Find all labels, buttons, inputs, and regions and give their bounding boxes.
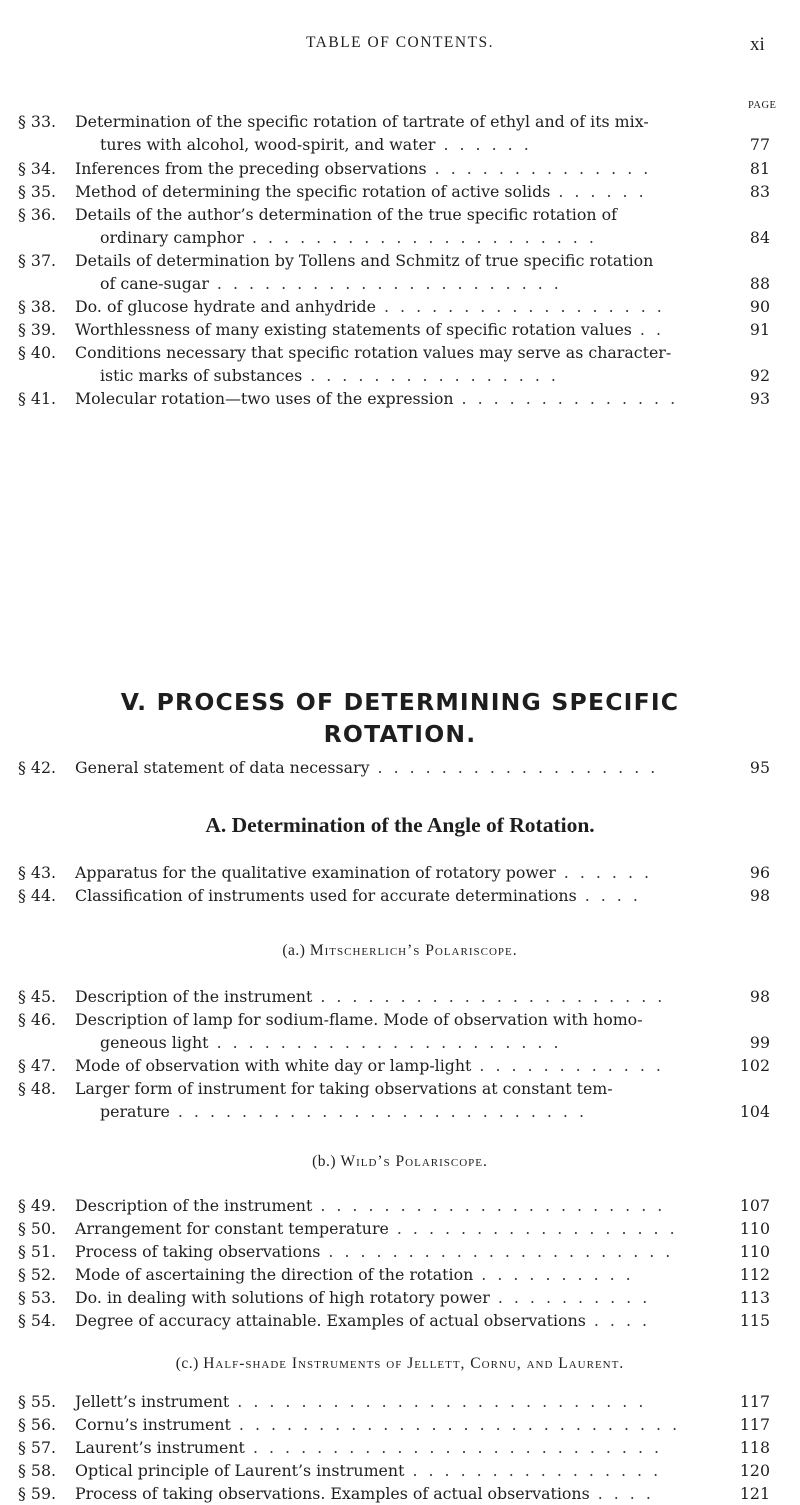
entry-title-text: Conditions necessary that specific rotation values may serve as character- (75, 343, 672, 362)
page-ref: 99 (749, 1033, 770, 1052)
entry-title (75, 1077, 613, 1100)
entry-title-text: Degree of accuracy attainable. Examples of actual observations (75, 1311, 586, 1330)
dot-leader: . . . . . . . . . . . . . . (426, 159, 652, 178)
entry-title-text: Laurent’s instrument (75, 1438, 245, 1457)
section-number: § 41. (18, 389, 57, 408)
entry-title-text: Details of determination by Tollens and Schmitz of true specific rotation (75, 251, 654, 270)
section-a-heading: A. Determination of the Angle of Rotation. (205, 813, 595, 837)
entry-title-continued-text: ordinary camphor (100, 228, 244, 247)
entry-title (75, 1217, 678, 1240)
entry-title (75, 1240, 673, 1263)
entry-title (75, 1413, 680, 1436)
entry-title-text: Mode of observation with white day or lamp-light (75, 1056, 472, 1075)
dot-leader: . . . . . . . . . . . . . . . . (404, 1461, 662, 1480)
entry-title-text: Inferences from the preceding observations (75, 159, 427, 178)
entry-title (75, 884, 641, 907)
section-number: § 40. (18, 343, 57, 362)
dot-leader: . . . . . . . . . . . . . . . . . . (388, 1219, 678, 1238)
entry-title-continued-text: of cane-sugar (100, 274, 209, 293)
page-ref: 121 (739, 1484, 770, 1503)
entry-title-text: Worthlessness of many existing statements of specific rotation values (75, 320, 632, 339)
section-number: § 53. (18, 1288, 57, 1307)
entry-title-text: Optical principle of Laurent’s instrument (75, 1461, 405, 1480)
entry-title-continued (100, 1031, 562, 1054)
section-number: § 51. (18, 1242, 57, 1261)
dot-leader: . . . . (585, 1311, 651, 1330)
entry-title-text: Process of taking observations (75, 1242, 321, 1261)
subsection-c-heading (0, 1355, 800, 1373)
entry-title (75, 180, 647, 203)
section-number: § 43. (18, 863, 57, 882)
entry-title-text: Cornu’s instrument (75, 1415, 231, 1434)
dot-leader: . . . . . . . . . . . . . . . . . . . . . . . . . . . . (230, 1415, 681, 1434)
page-ref: 115 (739, 1311, 770, 1330)
dot-leader: . . (631, 320, 664, 339)
page-ref: 84 (749, 228, 770, 247)
entry-title (75, 1194, 665, 1217)
entry-title-text: Description of the instrument (75, 987, 313, 1006)
dot-leader: . . . . . . . . . . . . . . . . . . . . . . (312, 1196, 666, 1215)
entry-title (75, 1263, 634, 1286)
page-ref: 117 (739, 1392, 770, 1411)
section-number: § 35. (18, 182, 57, 201)
entry-title (75, 387, 678, 410)
section-number: § 46. (18, 1010, 57, 1029)
dot-leader: . . . . . . (435, 135, 532, 154)
section-number: § 48. (18, 1079, 57, 1098)
entry-title-text: Determination of the specific rotation of tartrate of ethyl and of its mix- (75, 112, 649, 131)
section-number: § 39. (18, 320, 57, 339)
section-number: § 57. (18, 1438, 57, 1457)
entry-title-continued (100, 1100, 587, 1123)
dot-leader: . . . . . . . . . . . . (471, 1056, 664, 1075)
dot-leader: . . . . . . . . . . . . . . . . . . . . . . . . . . (229, 1392, 647, 1411)
entry-title (75, 341, 671, 364)
entry-title (75, 1309, 650, 1332)
page-ref: 98 (749, 886, 770, 905)
dot-leader: . . . . . . . . . . (489, 1288, 651, 1307)
entry-title-text: Description of the instrument (75, 1196, 313, 1215)
section-number: § 38. (18, 297, 57, 316)
entry-title (75, 249, 653, 272)
entry-title-continued (100, 133, 532, 156)
subsection-a-prefix: (a.) (282, 942, 310, 959)
dot-leader: . . . . (576, 886, 641, 905)
dot-leader: . . . . . . . . . . . . . . (453, 389, 679, 408)
page-ref: 93 (749, 389, 770, 408)
page-ref: 118 (739, 1438, 770, 1457)
entry-title-text: Do. in dealing with solutions of high rotatory power (75, 1288, 490, 1307)
part-heading-line-2: ROTATION. (323, 720, 477, 748)
page-ref: 117 (739, 1415, 770, 1434)
section-number: § 54. (18, 1311, 57, 1330)
page-ref: 110 (739, 1219, 770, 1238)
entry-title-continued (100, 364, 559, 387)
dot-leader: . . . . . . . . . . (473, 1265, 634, 1284)
entry-title-text: Mode of ascertaining the direction of the rotation (75, 1265, 474, 1284)
entry-title (75, 756, 658, 779)
section-number: § 45. (18, 987, 57, 1006)
dot-leader: . . . . . . . . . . . . . . . . . . (369, 758, 659, 777)
page-ref: 92 (749, 366, 770, 385)
entry-title-text: General statement of data necessary (75, 758, 370, 777)
page-ref: 90 (749, 297, 770, 316)
subsection-b-prefix: (b.) (312, 1153, 341, 1170)
page-ref: 110 (739, 1242, 770, 1261)
page-ref: 88 (749, 274, 770, 293)
page-ref: 104 (739, 1102, 770, 1121)
entry-title (75, 1390, 646, 1413)
section-number: § 49. (18, 1196, 57, 1215)
entry-title-continued (100, 226, 597, 249)
entry-title-continued-text: tures with alcohol, wood-spirit, and water (100, 135, 436, 154)
entry-title-text: Classification of instruments used for accurate determinations (75, 886, 577, 905)
entry-title-continued (100, 272, 562, 295)
dot-leader: . . . . . . . . . . . . . . . . . . . . . . (208, 1033, 562, 1052)
entry-title-continued-text: geneous light (100, 1033, 209, 1052)
dot-leader: . . . . . . . . . . . . . . . . . . . . . . . . . . (169, 1102, 587, 1121)
dot-leader: . . . . . . . . . . . . . . . . . . . . . . (312, 987, 666, 1006)
entry-title (75, 203, 617, 226)
section-number: § 56. (18, 1415, 57, 1434)
dot-leader: . . . . . . . . . . . . . . . . . . . . . . (208, 274, 562, 293)
page-ref: 120 (739, 1461, 770, 1480)
dot-leader: . . . . . . . . . . . . . . . . . . (375, 297, 665, 316)
entry-title-text: Details of the author’s determination of the true specific rotation of (75, 205, 617, 224)
entry-title (75, 110, 649, 133)
subsection-c-prefix: (c.) (175, 1355, 204, 1372)
entry-title-text: Arrangement for constant temperature (75, 1219, 389, 1238)
page-ref: 113 (739, 1288, 770, 1307)
entry-title (75, 861, 652, 884)
entry-title (75, 1054, 664, 1077)
dot-leader: . . . . . . . . . . . . . . . . . . . . . . (320, 1242, 674, 1261)
page-ref: 81 (749, 159, 770, 178)
entry-title-text: Method of determining the specific rotation of active solids (75, 182, 551, 201)
section-number: § 37. (18, 251, 57, 270)
dot-leader: . . . . . . . . . . . . . . . . . . . . . . . . . . (244, 1438, 663, 1457)
section-number: § 36. (18, 205, 57, 224)
section-number: § 58. (18, 1461, 57, 1480)
entry-title (75, 295, 665, 318)
section-number: § 47. (18, 1056, 57, 1075)
entry-title (75, 318, 664, 341)
entry-title (75, 157, 651, 180)
subsection-a-title: Mitscherlich’s Polariscope. (309, 942, 518, 959)
section-number: § 42. (18, 758, 57, 777)
page-ref: 95 (749, 758, 770, 777)
part-heading (0, 686, 800, 750)
entry-title-text: Do. of glucose hydrate and anhydride (75, 297, 376, 316)
entry-title (75, 1436, 662, 1459)
entry-title (75, 1008, 643, 1031)
section-number: § 55. (18, 1392, 57, 1411)
entry-title-continued-text: istic marks of substances (100, 366, 303, 385)
entry-title-text: Process of taking observations. Examples of actual observations (75, 1484, 590, 1503)
page-ref: 107 (739, 1196, 770, 1215)
part-heading-line-1: V. PROCESS OF DETERMINING SPECIFIC (120, 688, 680, 716)
section-number: § 44. (18, 886, 57, 905)
dot-leader: . . . . (589, 1484, 654, 1503)
section-number: § 52. (18, 1265, 57, 1284)
page-ref: 102 (739, 1056, 770, 1075)
page-ref: 96 (749, 863, 770, 882)
subsection-b-title: Wild’s Polariscope. (340, 1153, 488, 1170)
entry-title (75, 985, 665, 1008)
section-number: § 34. (18, 159, 57, 178)
entry-title-text: Description of lamp for sodium-flame. Mode of observation with homo- (75, 1010, 643, 1029)
dot-leader: . . . . . . (555, 863, 653, 882)
section-number: § 33. (18, 112, 57, 131)
page-column-label: PAGE (748, 100, 777, 111)
entry-title-text: Larger form of instrument for taking observations at constant tem- (75, 1079, 613, 1098)
entry-title-continued-text: perature (100, 1102, 170, 1121)
entry-title-text: Apparatus for the qualitative examination of rotatory power (75, 863, 556, 882)
dot-leader: . . . . . . (550, 182, 647, 201)
subsection-b-heading (0, 1153, 800, 1171)
entry-title (75, 1286, 650, 1309)
dot-leader: . . . . . . . . . . . . . . . . (302, 366, 559, 385)
section-number: § 50. (18, 1219, 57, 1238)
section-number: § 59. (18, 1484, 57, 1503)
subsection-a-heading (0, 942, 800, 960)
dot-leader: . . . . . . . . . . . . . . . . . . . . . . (243, 228, 597, 247)
page-ref: 77 (749, 135, 770, 154)
page-ref: 112 (739, 1265, 770, 1284)
entry-title (75, 1482, 654, 1505)
page-ref: 98 (749, 987, 770, 1006)
page-ref: 83 (749, 182, 770, 201)
subsection-c-title: Half-shade Instruments of Jellett, Cornu, and Laurent. (203, 1355, 625, 1372)
entry-title-text: Jellett’s instrument (75, 1392, 230, 1411)
page-number: xi (750, 34, 765, 55)
entry-title-text: Molecular rotation—two uses of the expression (75, 389, 454, 408)
entry-title (75, 1459, 661, 1482)
page-ref: 91 (749, 320, 770, 339)
running-head: TABLE OF CONTENTS. (305, 34, 495, 51)
